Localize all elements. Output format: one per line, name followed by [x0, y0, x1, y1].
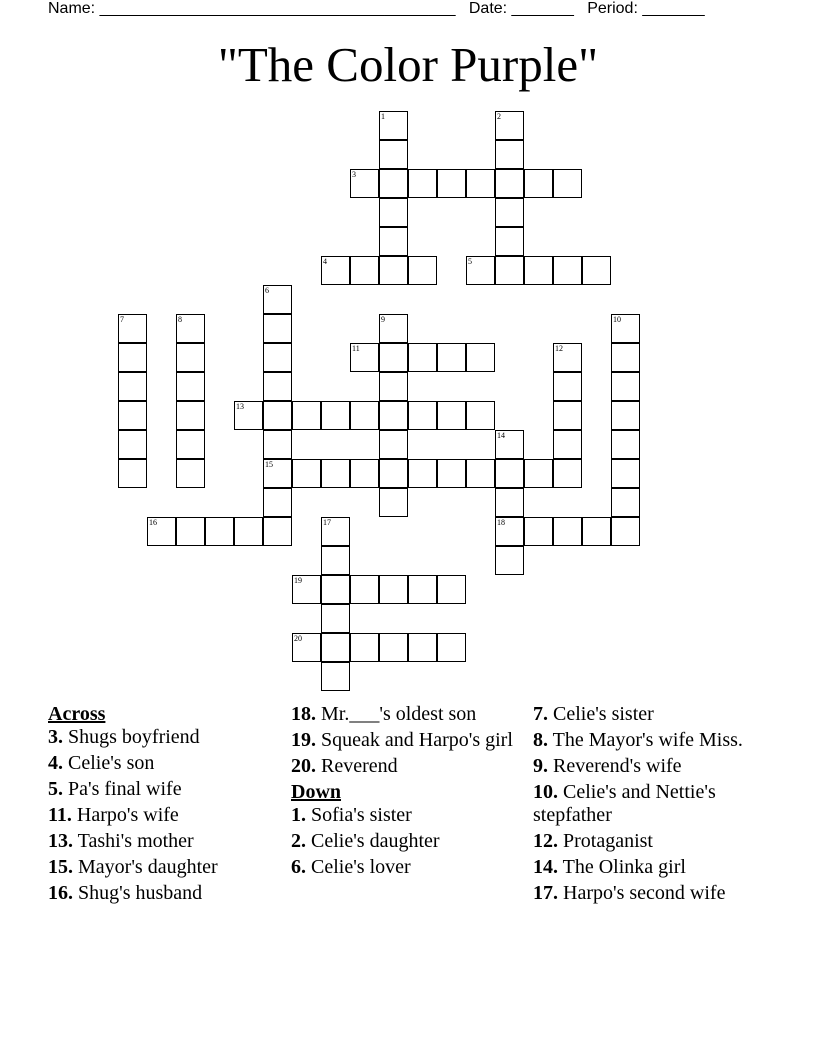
- grid-cell[interactable]: [379, 488, 408, 517]
- grid-cell[interactable]: [437, 633, 466, 662]
- grid-cell[interactable]: [611, 488, 640, 517]
- cell-number: 2: [497, 112, 501, 121]
- grid-cell[interactable]: [553, 343, 582, 372]
- clue-across-16: 16. Shug's husband: [48, 882, 203, 904]
- grid-cell[interactable]: [379, 169, 408, 198]
- grid-cell[interactable]: [263, 459, 292, 488]
- clue-down-10: 10. Celie's and Nettie's stepfather: [533, 781, 716, 826]
- grid-cell[interactable]: [408, 575, 437, 604]
- grid-cell[interactable]: [437, 575, 466, 604]
- cell-number: 20: [294, 634, 302, 643]
- grid-cell[interactable]: [437, 169, 466, 198]
- cell-number: 11: [352, 344, 360, 353]
- cell-number: 6: [265, 286, 269, 295]
- date-field-label: Date: _______: [468, 0, 574, 17]
- grid-cell[interactable]: [524, 517, 553, 546]
- clue-column-3: [533, 703, 758, 908]
- grid-cell[interactable]: [350, 459, 379, 488]
- grid-cell[interactable]: [495, 256, 524, 285]
- name-field-label: Name: ________________________________________: [48, 0, 456, 17]
- grid-cell[interactable]: [379, 401, 408, 430]
- grid-cell[interactable]: [495, 546, 524, 575]
- clue-column-2: [291, 703, 516, 882]
- grid-cell[interactable]: [379, 459, 408, 488]
- grid-cell[interactable]: [321, 604, 350, 633]
- grid-cell[interactable]: [379, 256, 408, 285]
- grid-cell[interactable]: [466, 343, 495, 372]
- grid-cell[interactable]: [379, 198, 408, 227]
- grid-cell[interactable]: [437, 343, 466, 372]
- grid-cell[interactable]: [263, 314, 292, 343]
- clue-across-15: 15. Mayor's daughter: [48, 856, 218, 878]
- cell-number: 15: [265, 460, 273, 469]
- grid-cell[interactable]: [263, 285, 292, 314]
- clue-across-19: 19. Squeak and Harpo's girl: [291, 729, 513, 751]
- grid-cell[interactable]: [495, 459, 524, 488]
- grid-cell[interactable]: [263, 343, 292, 372]
- clue-down-8: 8. The Mayor's wife Miss.: [533, 729, 743, 751]
- grid-cell[interactable]: [379, 430, 408, 459]
- grid-cell[interactable]: [263, 488, 292, 517]
- grid-cell[interactable]: [437, 459, 466, 488]
- clue-down-7: 7. Celie's sister: [533, 703, 654, 725]
- grid-cell[interactable]: [118, 401, 147, 430]
- cell-number: 1: [381, 112, 385, 121]
- grid-cell[interactable]: [379, 575, 408, 604]
- grid-cell[interactable]: [118, 343, 147, 372]
- grid-cell[interactable]: [466, 169, 495, 198]
- grid-cell[interactable]: [292, 401, 321, 430]
- grid-cell[interactable]: [495, 140, 524, 169]
- grid-cell[interactable]: [379, 343, 408, 372]
- grid-cell[interactable]: [495, 488, 524, 517]
- clue-down-12: 12. Protaganist: [533, 830, 653, 852]
- grid-cell[interactable]: [176, 459, 205, 488]
- grid-cell[interactable]: [263, 401, 292, 430]
- grid-cell[interactable]: [379, 633, 408, 662]
- cell-number: 8: [178, 315, 182, 324]
- page-title: "The Color Purple": [217, 37, 599, 92]
- grid-cell[interactable]: [321, 575, 350, 604]
- cell-number: 17: [323, 518, 331, 527]
- clue-across-3: 3. Shugs boyfriend: [48, 726, 200, 748]
- grid-cell[interactable]: [118, 430, 147, 459]
- grid-cell[interactable]: [611, 343, 640, 372]
- grid-cell[interactable]: [321, 633, 350, 662]
- grid-cell[interactable]: [524, 169, 553, 198]
- grid-cell[interactable]: [611, 517, 640, 546]
- clue-across-20: 20. Reverend: [291, 755, 398, 777]
- grid-cell[interactable]: [263, 430, 292, 459]
- cell-number: 3: [352, 170, 356, 179]
- grid-cell[interactable]: [321, 517, 350, 546]
- grid-cell[interactable]: [118, 459, 147, 488]
- grid-cell[interactable]: [582, 517, 611, 546]
- grid-cell[interactable]: [408, 459, 437, 488]
- clue-across-13: 13. Tashi's mother: [48, 830, 194, 852]
- grid-cell[interactable]: [611, 372, 640, 401]
- clue-down-17: 17. Harpo's second wife: [533, 882, 726, 904]
- grid-cell[interactable]: [176, 430, 205, 459]
- grid-cell[interactable]: [176, 314, 205, 343]
- clue-down-14: 14. The Olinka girl: [533, 856, 686, 878]
- cell-number: 5: [468, 257, 472, 266]
- cell-number: 10: [613, 315, 621, 324]
- grid-cell[interactable]: [466, 256, 495, 285]
- grid-cell[interactable]: [176, 517, 205, 546]
- cell-number: 16: [149, 518, 157, 527]
- grid-cell[interactable]: [408, 343, 437, 372]
- grid-cell[interactable]: [379, 372, 408, 401]
- clue-across-11: 11. Harpo's wife: [48, 804, 179, 826]
- grid-cell[interactable]: [176, 372, 205, 401]
- grid-cell[interactable]: [350, 256, 379, 285]
- clue-across-18: 18. Mr.___'s oldest son: [291, 703, 477, 725]
- grid-cell[interactable]: [611, 430, 640, 459]
- grid-cell[interactable]: [292, 633, 321, 662]
- grid-cell[interactable]: [379, 227, 408, 256]
- grid-cell[interactable]: [553, 256, 582, 285]
- grid-cell[interactable]: [350, 343, 379, 372]
- grid-cell[interactable]: [379, 111, 408, 140]
- clue-column-1: [48, 703, 273, 908]
- grid-cell[interactable]: [379, 314, 408, 343]
- grid-cell[interactable]: [321, 546, 350, 575]
- grid-cell[interactable]: [176, 343, 205, 372]
- grid-cell[interactable]: [437, 401, 466, 430]
- grid-cell[interactable]: [234, 401, 263, 430]
- down-heading: Down: [291, 781, 342, 803]
- grid-cell[interactable]: [553, 430, 582, 459]
- cell-number: 19: [294, 576, 302, 585]
- grid-cell[interactable]: [466, 401, 495, 430]
- grid-cell[interactable]: [321, 256, 350, 285]
- grid-cell[interactable]: [611, 401, 640, 430]
- grid-cell[interactable]: [321, 662, 350, 691]
- grid-cell[interactable]: [553, 517, 582, 546]
- grid-cell[interactable]: [611, 459, 640, 488]
- grid-cell[interactable]: [466, 459, 495, 488]
- grid-cell[interactable]: [524, 256, 553, 285]
- grid-cell[interactable]: [118, 372, 147, 401]
- grid-cell[interactable]: [176, 401, 205, 430]
- grid-cell[interactable]: [292, 575, 321, 604]
- clue-down-1: 1. Sofia's sister: [291, 804, 412, 826]
- grid-cell[interactable]: [524, 459, 553, 488]
- period-field-label: Period: _______: [587, 0, 705, 17]
- clue-down-2: 2. Celie's daughter: [291, 830, 440, 852]
- cell-number: 7: [120, 315, 124, 324]
- grid-cell[interactable]: [553, 401, 582, 430]
- grid-cell[interactable]: [408, 401, 437, 430]
- cell-number: 9: [381, 315, 385, 324]
- grid-cell[interactable]: [582, 256, 611, 285]
- cell-number: 4: [323, 257, 327, 266]
- clue-down-6: 6. Celie's lover: [291, 856, 411, 878]
- grid-cell[interactable]: [118, 314, 147, 343]
- cell-number: 18: [497, 518, 505, 527]
- grid-cell[interactable]: [379, 140, 408, 169]
- clue-across-5: 5. Pa's final wife: [48, 778, 182, 800]
- cell-number: 14: [497, 431, 505, 440]
- grid-cell[interactable]: [350, 633, 379, 662]
- grid-cell[interactable]: [408, 633, 437, 662]
- grid-cell[interactable]: [495, 198, 524, 227]
- grid-cell[interactable]: [495, 517, 524, 546]
- grid-cell[interactable]: [350, 401, 379, 430]
- grid-cell[interactable]: [350, 575, 379, 604]
- grid-cell[interactable]: [147, 517, 176, 546]
- cell-number: 13: [236, 402, 244, 411]
- grid-cell[interactable]: [408, 256, 437, 285]
- grid-cell[interactable]: [611, 314, 640, 343]
- cell-number: 12: [555, 344, 563, 353]
- grid-cell[interactable]: [234, 517, 263, 546]
- grid-cell[interactable]: [553, 372, 582, 401]
- grid-cell[interactable]: [263, 517, 292, 546]
- grid-cell[interactable]: [350, 169, 379, 198]
- clue-down-9: 9. Reverend's wife: [533, 755, 682, 777]
- grid-cell[interactable]: [495, 227, 524, 256]
- grid-cell[interactable]: [553, 459, 582, 488]
- grid-cell[interactable]: [321, 401, 350, 430]
- grid-cell[interactable]: [321, 459, 350, 488]
- clue-across-4: 4. Celie's son: [48, 752, 155, 774]
- grid-cell[interactable]: [495, 111, 524, 140]
- grid-cell[interactable]: [495, 430, 524, 459]
- across-heading: Across: [48, 703, 106, 725]
- grid-cell[interactable]: [263, 372, 292, 401]
- grid-cell[interactable]: [495, 169, 524, 198]
- grid-cell[interactable]: [553, 169, 582, 198]
- grid-cell[interactable]: [205, 517, 234, 546]
- grid-cell[interactable]: [292, 459, 321, 488]
- grid-cell[interactable]: [408, 169, 437, 198]
